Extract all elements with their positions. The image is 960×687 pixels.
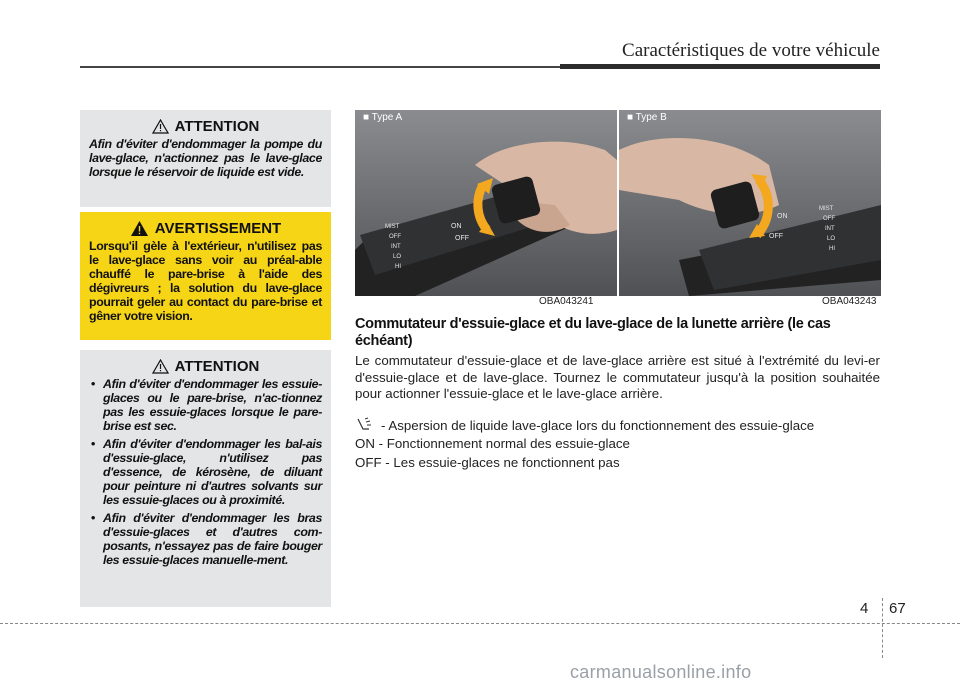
section-body: Le commutateur d'essuie-glace et de lave-glace arrière est situé à l'extrémité du levi-er d'essuie-glace et de lave-glace. Tournez le commutateur jusqu'à la position souhaitée pour actionner l'essuie-glace et le lave-glace arrière.	[355, 353, 880, 401]
attention-heading	[89, 118, 322, 135]
figure-type-label: ■ Type A	[363, 112, 403, 123]
figure-code: OBA043241	[539, 296, 594, 307]
figure-code: OBA043243	[822, 296, 877, 307]
warning-title: AVERTISSEMENT	[154, 220, 282, 237]
page-header-title: Caractéristiques de votre véhicule	[622, 40, 880, 61]
switch-label-off-rear: OFF	[769, 233, 783, 240]
figure-type-b	[619, 110, 881, 296]
warning-text: Lorsqu'il gèle à l'extérieur, n'utilisez pas le lave-glace sans voir au préal-able chauffé le pare-brise à l'aide des dégivreurs ; la solution du lave-glace pourrait geler au contact du pare-brise et gêner votre vision.	[89, 239, 322, 323]
switch-label-int: INT	[825, 226, 835, 232]
attention-heading	[89, 358, 322, 375]
switch-label-lo: LO	[827, 236, 836, 242]
section-heading: Commutateur d'essuie-glace et du lave-glace de la lunette arrière (le cas échéant)	[355, 316, 831, 349]
washer-spray-icon	[355, 417, 375, 433]
footer-page-divider	[882, 598, 883, 658]
switch-label-mist: MIST	[385, 224, 400, 230]
attention-title: ATTENTION	[174, 358, 260, 375]
attention-bullet: • Afin d'éviter d'endommager les essuie-glaces ou le pare-brise, n'ac-tionnez pas les essuie-glaces lorsque le pare-brise est sec.	[89, 377, 322, 433]
warning-box-freezing	[80, 212, 331, 340]
switch-label-off: OFF	[823, 216, 835, 222]
legend-spray	[355, 417, 814, 433]
attention-bullet: • Afin d'éviter d'endommager les bal-ais d'essuie-glace, n'utilisez pas d'essence, de kérosène, de diluant pour peinture ni d'autres solvants sur les essuie-glaces ou à proximité.	[89, 437, 322, 507]
switch-label-hi: HI	[829, 246, 835, 252]
warning-filled-triangle-icon	[130, 220, 149, 237]
switch-label-on: ON	[451, 223, 462, 230]
switch-label-mist: MIST	[819, 206, 834, 212]
warning-triangle-icon	[152, 359, 169, 374]
warning-heading	[89, 220, 322, 237]
footer-rule	[0, 623, 960, 624]
wiper-switch-photo-a	[355, 110, 617, 296]
header-rule-accent	[560, 64, 880, 69]
legend-on: ON - Fonctionnement normal des essuie-glace	[355, 436, 630, 451]
legend-spray-text: - Aspersion de liquide lave-glace lors du fonctionnement des essuie-glace	[381, 418, 815, 433]
figure-type-a	[355, 110, 617, 296]
switch-label-hi: HI	[395, 264, 401, 270]
watermark: carmanualsonline.info	[570, 662, 752, 682]
attention-bullet: • Afin d'éviter d'endommager les bras d'essuie-glaces et d'autres com-posants, n'essayez pas de faire bouger les essuie-glaces manuelle-ment.	[89, 511, 322, 567]
attention-text: Afin d'éviter d'endommager la pompe du lave-glace, n'actionnez pas le lave-glace lorsque le réservoir de liquide est vide.	[89, 137, 322, 179]
page-number: 67	[889, 600, 906, 617]
switch-label-off-rear: OFF	[455, 235, 469, 242]
switch-label-int: INT	[391, 244, 401, 250]
figure-type-label: ■ Type B	[627, 112, 667, 123]
chapter-number: 4	[860, 600, 869, 617]
attention-box-wipers	[80, 350, 331, 607]
wiper-switch-photo-b	[619, 110, 881, 296]
switch-label-off: OFF	[389, 234, 401, 240]
attention-title: ATTENTION	[174, 118, 260, 135]
legend-off: OFF - Les essuie-glaces ne fonctionnent pas	[355, 455, 620, 470]
warning-triangle-icon	[152, 119, 169, 134]
switch-label-on: ON	[777, 213, 788, 220]
switch-label-lo: LO	[393, 254, 402, 260]
attention-box-pump	[80, 110, 331, 207]
attention-bullet-list	[89, 377, 322, 567]
